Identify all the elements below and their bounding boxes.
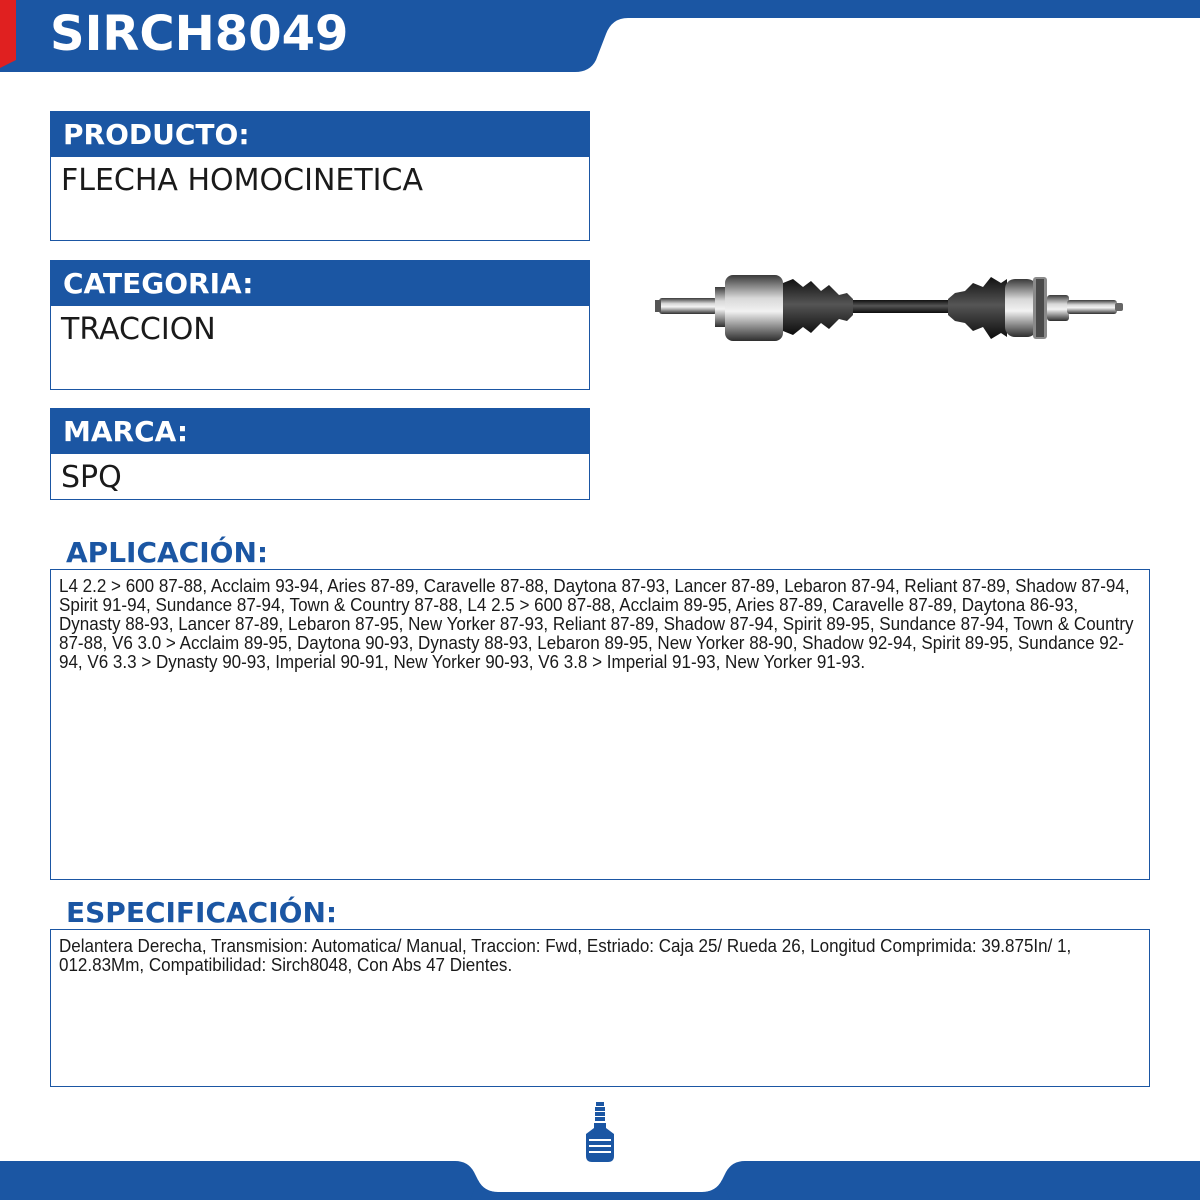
field-value-marca: SPQ — [50, 454, 590, 500]
aplicacion-text: L4 2.2 > 600 87-88, Acclaim 93-94, Aries 87-89, Caravelle 87-88, Daytona 87-93, Lancer 87-89, Lebaron 87-94, Reliant 87-89, Shadow 87-94, Spirit 91-94, Sundance 87-94, Town & Country 87-88, L4 2.5 > 600 87-88, Acclaim 89-95, Aries 87-89, Caravelle 87-89, Daytona 86-93, Dynasty 88-93, Lancer 87-89, Lebaron 87-95, New Yorker 87-93, Reliant 87-89, Shadow 87-94, Spirit 89-95, Sundance 87-94, Town & Country 87-88, V6 3.0 > Acclaim 89-95, Daytona 90-93, Dynasty 88-93, Lebaron 89-95, New Yorker 88-90, Shadow 92-94, Spirit 89-95, Sundance 92-94, V6 3.3 > Dynasty 90-93, Imperial 90-91, New Yorker 90-93, V6 3.8 > Imperial 91-93, New Yorker 91-93. — [59, 575, 1134, 672]
part-number-title: SIRCH8049 — [50, 6, 349, 62]
field-label-categoria: CATEGORIA: — [50, 260, 590, 306]
cv-joint-icon — [583, 1100, 617, 1164]
cv-axle-shaft-image — [655, 265, 1125, 350]
especificacion-box — [50, 929, 1150, 1087]
field-producto — [50, 111, 590, 241]
especificacion-title: ESPECIFICACIÓN: — [66, 896, 338, 929]
field-label-marca: MARCA: — [50, 408, 590, 454]
field-value-producto: FLECHA HOMOCINETICA — [50, 157, 590, 241]
aplicacion-title: APLICACIÓN: — [66, 536, 269, 569]
field-label-producto: PRODUCTO: — [50, 111, 590, 157]
aplicacion-box — [50, 569, 1150, 880]
field-value-categoria: TRACCION — [50, 306, 590, 390]
footer-badge-label: TRACCIÓN — [566, 1163, 634, 1178]
especificacion-text: Delantera Derecha, Transmision: Automatica/ Manual, Traccion: Fwd, Estriado: Caja 25/ Rueda 26, Longitud Comprimida: 39.875In/ 1, 012.83Mm, Compatibilidad: Sirch8048, Con Abs 47 Dientes. — [59, 935, 1072, 975]
field-marca — [50, 408, 590, 500]
field-categoria — [50, 260, 590, 390]
